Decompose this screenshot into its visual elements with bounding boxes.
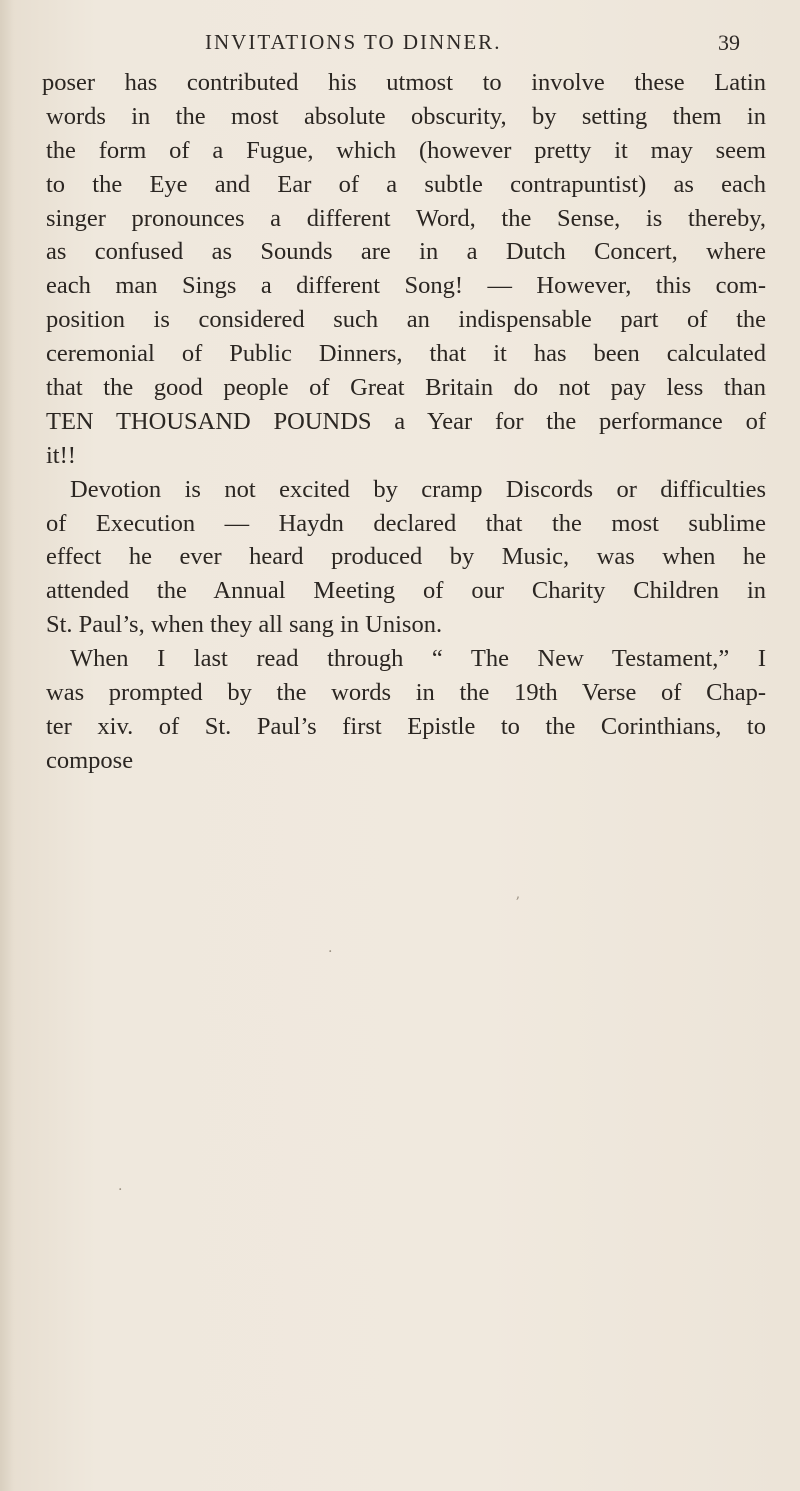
paper-fleck: . <box>118 1178 123 1194</box>
text-line: it!! <box>46 441 76 469</box>
text-line: When I last read through “ The New Testament,” I <box>70 645 766 673</box>
page-number: 39 <box>718 30 740 55</box>
text-line: to the Eye and Ear of a subtle contrapuntist) as each <box>46 170 766 198</box>
paper-fleck: . <box>328 940 333 956</box>
text-line: words in the most absolute obscurity, by setting them in <box>46 102 766 130</box>
text-line: poser has contributed his utmost to involve these Latin <box>42 69 766 96</box>
text-line: position is considered such an indispensable part of the <box>46 306 766 334</box>
text-line: the form of a Fugue, which (however pretty it may seem <box>46 136 766 164</box>
text-line: each man Sings a different Song! — However, this com- <box>46 272 766 300</box>
text-line: St. Paul’s, when they all sang in Unison. <box>46 611 443 639</box>
body-text <box>42 66 766 778</box>
paper-fleck: ʼ <box>515 895 520 911</box>
text-line: singer pronounces a different Word, the Sense, is thereby, <box>46 204 766 232</box>
running-head: INVITATIONS TO DINNER. <box>205 30 502 54</box>
text-line: as confused as Sounds are in a Dutch Concert, where <box>46 238 766 266</box>
text-line: Devotion is not excited by cramp Discords or difficulties <box>70 475 766 503</box>
text-line: ter xiv. of St. Paul’s first Epistle to the Corinthians, to <box>46 712 766 740</box>
text-line: of Execution — Haydn declared that the most sublime <box>46 509 766 537</box>
text-line: attended the Annual Meeting of our Charity Children in <box>46 577 766 605</box>
text-line: compose <box>46 746 134 774</box>
text-line: ceremonial of Public Dinners, that it has been calculated <box>46 340 766 368</box>
text-line: TEN THOUSAND POUNDS a Year for the performance of <box>46 407 766 435</box>
page-header <box>0 30 800 56</box>
text-line: effect he ever heard produced by Music, was when he <box>46 543 766 571</box>
text-line: that the good people of Great Britain do not pay less than <box>46 374 766 402</box>
text-line: was prompted by the words in the 19th Verse of Chap- <box>46 679 766 707</box>
gutter-shadow <box>0 0 14 1491</box>
